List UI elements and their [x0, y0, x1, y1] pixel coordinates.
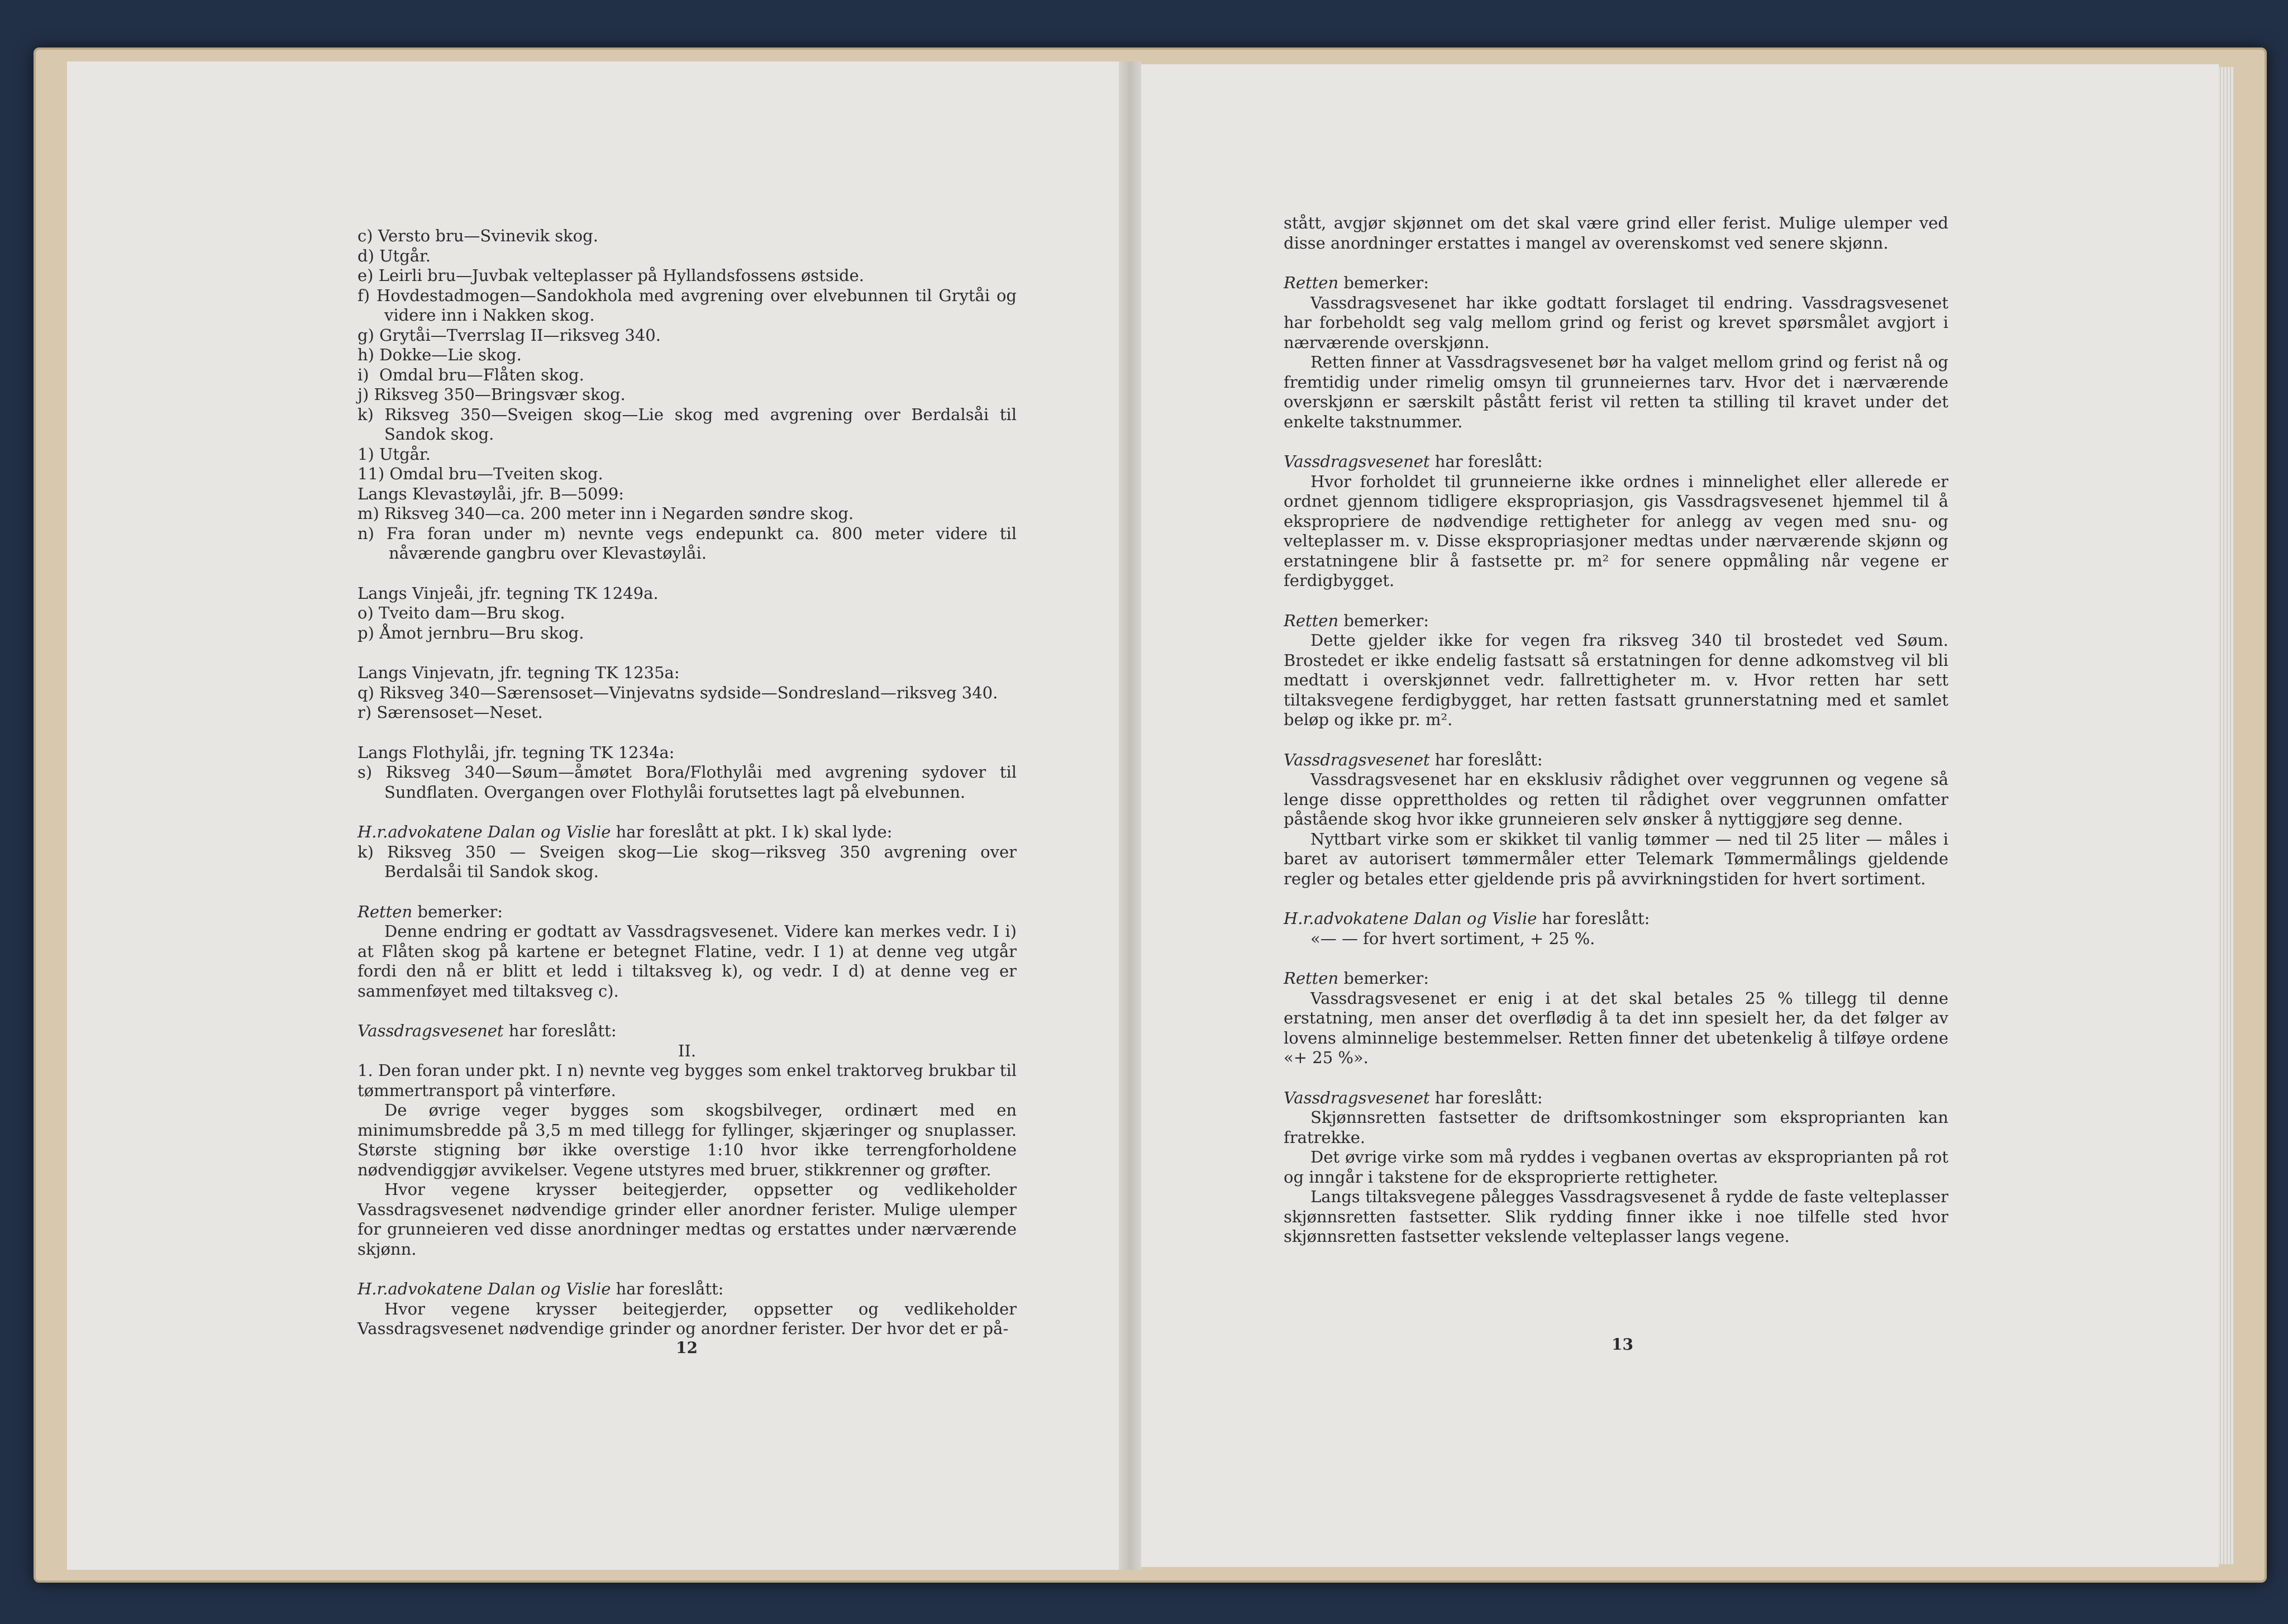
remark-heading: Retten bemerker: [1284, 273, 1429, 292]
list-item: n) Fra foran under m) nevnte vegs endepunkt ca. 800 meter videre til nåværende gangbru over Klevastøylåi. [358, 523, 1017, 563]
book-gutter [1119, 61, 1141, 1570]
section-heading: Langs Flothylåi, jfr. tegning TK 1234a: [358, 742, 675, 762]
section-heading: Langs Vinjeåi, jfr. tegning TK 1249a. [358, 583, 659, 603]
paragraph: Det øvrige virke som må ryddes i vegbanen overtas av eksproprianten på rot og inngår i takstene for de eksproprierte rettigheter. [1284, 1147, 1948, 1187]
paragraph: Skjønnsretten fastsetter de driftsomkostninger som eksproprianten kan fratrekke. [1284, 1108, 1948, 1147]
list-item: k) Riksveg 350—Sveigen skog—Lie skog med avgrening over Berdalsåi til Sandok skog. [358, 404, 1017, 444]
list-item: f) Hovdestadmogen—Sandokhola med avgrening over elvebunnen til Grytåi og videre inn i Nakken skog. [358, 285, 1017, 325]
list-item: 11) Omdal bru—Tveiten skog. [358, 464, 603, 483]
page-number: 12 [676, 1339, 698, 1357]
section-number: II. [678, 1041, 697, 1060]
paragraph: Retten finner at Vassdragsvesenet bør ha valget mellom grind og ferist nå og fremtidig under rimelig omsyn til grunneiernes tarv. Hvor det i nærværende overskjønn er særskilt påstått ferist vil retten ta stilling til kravet under det enkelte takstnummer. [1284, 353, 1948, 431]
list-item: s) Riksveg 340—Søum—åmøtet Bora/Flothylåi med avgrening sydover til Sundflaten. Overgangen over Flothylåi forutsettes lagt på elvebunnen. [358, 763, 1017, 802]
paragraph: Denne endring er godtatt av Vassdragsvesenet. Videre kan merkes vedr. I i) at Flåten skog på kartene er betegnet Flatine, vedr. I 1) at denne veg utgår fordi den nå er blitt et ledd i tiltaksveg k), og vedr. I d) at denne veg er sammenføyet med tiltaksveg c). [358, 922, 1017, 1001]
list-item: r) Særensoset—Neset. [358, 703, 543, 722]
list-item: e) Leirli bru—Juvbak velteplasser på Hyllandsfossens østside. [358, 266, 864, 285]
paragraph: Dette gjelder ikke for vegen fra riksveg 340 til brostedet ved Søum. Brostedet er ikke endelig fastsatt så erstatningen for denne adkomstveg vil bli medtatt i overskjønnet vedr. fallrettigheter m. v. Hvor retten har sett tiltaksvegene ferdigbygget, har retten fastsatt grunnerstatning med et samlet beløp og ikke pr. m². [1284, 631, 1948, 729]
left-page-text [358, 226, 1017, 1339]
paragraph: Hvor vegene krysser beitegjerder, oppsetter og vedlikeholder Vassdragsvesenet nødvendige grinder eller anordner ferister. Mulige ulemper for grunneieren ved disse anordninger medtas og erstattes under nærværende skjønn. [358, 1180, 1017, 1259]
proposal-heading: H.r.advokatene Dalan og Vislie har foreslått: [358, 1279, 724, 1298]
paragraph: Langs tiltaksvegene pålegges Vassdragsvesenet å rydde de faste velteplasser skjønnsretten fastsetter. Slik rydding finner ikke i noe tilfelle sted hvor skjønnsretten fastsetter vekslende velteplasser langs vegene. [1284, 1187, 1948, 1246]
page-number: 13 [1612, 1335, 1633, 1354]
paragraph: Hvor vegene krysser beitegjerder, oppsetter og vedlikeholder Vassdragsvesenet nødvendige grinder og anordner ferister. Der hvor det er på- [358, 1299, 1017, 1338]
list-item: k) Riksveg 350 — Sveigen skog—Lie skog—riksveg 350 avgrening over Berdalsåi til Sandok skog. [358, 842, 1017, 881]
remark-heading: Retten bemerker: [1284, 969, 1429, 988]
section-heading: Langs Vinjevatn, jfr. tegning TK 1235a: [358, 663, 680, 682]
proposal-heading: H.r.advokatene Dalan og Vislie har foreslått at pkt. I k) skal lyde: [358, 822, 893, 841]
page-edges [2218, 67, 2234, 1564]
paragraph: stått, avgjør skjønnet om det skal være grind eller ferist. Mulige ulemper ved disse anordninger erstattes i mangel av overenskomst ved senere skjønn. [1284, 213, 1948, 253]
proposal-heading: Vassdragsvesenet har foreslått: [1284, 750, 1543, 769]
paragraph: Vassdragsvesenet har ikke godtatt forslaget til endring. Vassdragsvesenet har forbeholdt seg valg mellom grind og ferist og krevet spørsmålet avgjort i nærværende overskjønn. [1284, 293, 1948, 352]
paragraph: Nyttbart virke som er skikket til vanlig tømmer — ned til 25 liter — måles i baret av autorisert tømmermåler etter Telemark Tømmermålings gjeldende regler og betales etter gjeldende pris på avvirkningstiden for hvert sortiment. [1284, 829, 1948, 888]
right-page-text [1284, 213, 1948, 1247]
proposal-heading: Vassdragsvesenet har foreslått: [1284, 1088, 1543, 1107]
paragraph: Vassdragsvesenet er enig i at det skal betales 25 % tillegg til denne erstatning, men anser det overflødig å ta det inn spesielt her, da det følger av lovens alminnelige bestemmelser. Retten finner det ubetenkelig å tilføye ordene «+ 25 %». [1284, 988, 1948, 1067]
paragraph: Vassdragsvesenet har en eksklusiv rådighet over veggrunnen og vegene så lenge disse opprettholdes og retten til rådighet over veggrunnen omfatter påstående skog hvor ikke grunneieren selv ønsker å nyttiggjøre seg denne. [1284, 770, 1948, 828]
paragraph: Hvor forholdet til grunneierne ikke ordnes i minnelighet eller allerede er ordnet gjennom tidligere ekspropriasjon, gis Vassdragsvesenet hjemmel til å ekspropriere de nødvendige rettigheter for anlegg av vegen med snu- og velteplasser m. v. Disse ekspropriasjoner medtas under nærværende skjønn og erstatningene blir å fastsette pr. m² for senere oppmåling når vegene er ferdigbygget. [1284, 472, 1948, 590]
remark-heading: Retten bemerker: [1284, 611, 1429, 630]
list-item: h) Dokke—Lie skog. [358, 345, 522, 364]
list-item: i) Omdal bru—Flåten skog. [358, 365, 584, 384]
paragraph: De øvrige veger bygges som skogsbilveger, ordinært med en minimumsbredde på 3,5 m med tillegg for fyllinger, skjæringer og snuplasser. Største stigning bør ikke overstige 1:10 hvor ikke terrengforholdene nødvendiggjør avvikelser. Vegene utstyres med bruer, stikkrenner og grøfter. [358, 1101, 1017, 1179]
proposal-heading: Vassdragsvesenet har foreslått: [1284, 452, 1543, 471]
list-item: q) Riksveg 340—Særensoset—Vinjevatns sydside—Sondresland—riksveg 340. [358, 683, 998, 702]
list-item: g) Grytåi—Tverrslag II—riksveg 340. [358, 325, 661, 345]
list-item: o) Tveito dam—Bru skog. [358, 603, 565, 622]
paragraph: «— — for hvert sortiment, + 25 %. [1310, 928, 1595, 948]
paragraph: 1. Den foran under pkt. I n) nevnte veg bygges som enkel traktorveg brukbar til tømmertransport på vinterføre. [358, 1061, 1017, 1100]
list-item: c) Versto bru—Svinevik skog. [358, 226, 598, 245]
proposal-heading: H.r.advokatene Dalan og Vislie har foreslått: [1284, 909, 1650, 928]
list-item: p) Åmot jernbru—Bru skog. [358, 623, 584, 642]
remark-heading: Retten bemerker: [358, 902, 503, 921]
proposal-heading: Vassdragsvesenet har foreslått: [358, 1021, 617, 1040]
section-heading: Langs Klevastøylåi, jfr. B—5099: [358, 484, 625, 503]
list-item: d) Utgår. [358, 246, 431, 265]
list-item: m) Riksveg 340—ca. 200 meter inn i Negarden søndre skog. [358, 504, 854, 523]
list-item: 1) Utgår. [358, 444, 431, 464]
list-item: j) Riksveg 350—Bringsvær skog. [358, 385, 626, 404]
